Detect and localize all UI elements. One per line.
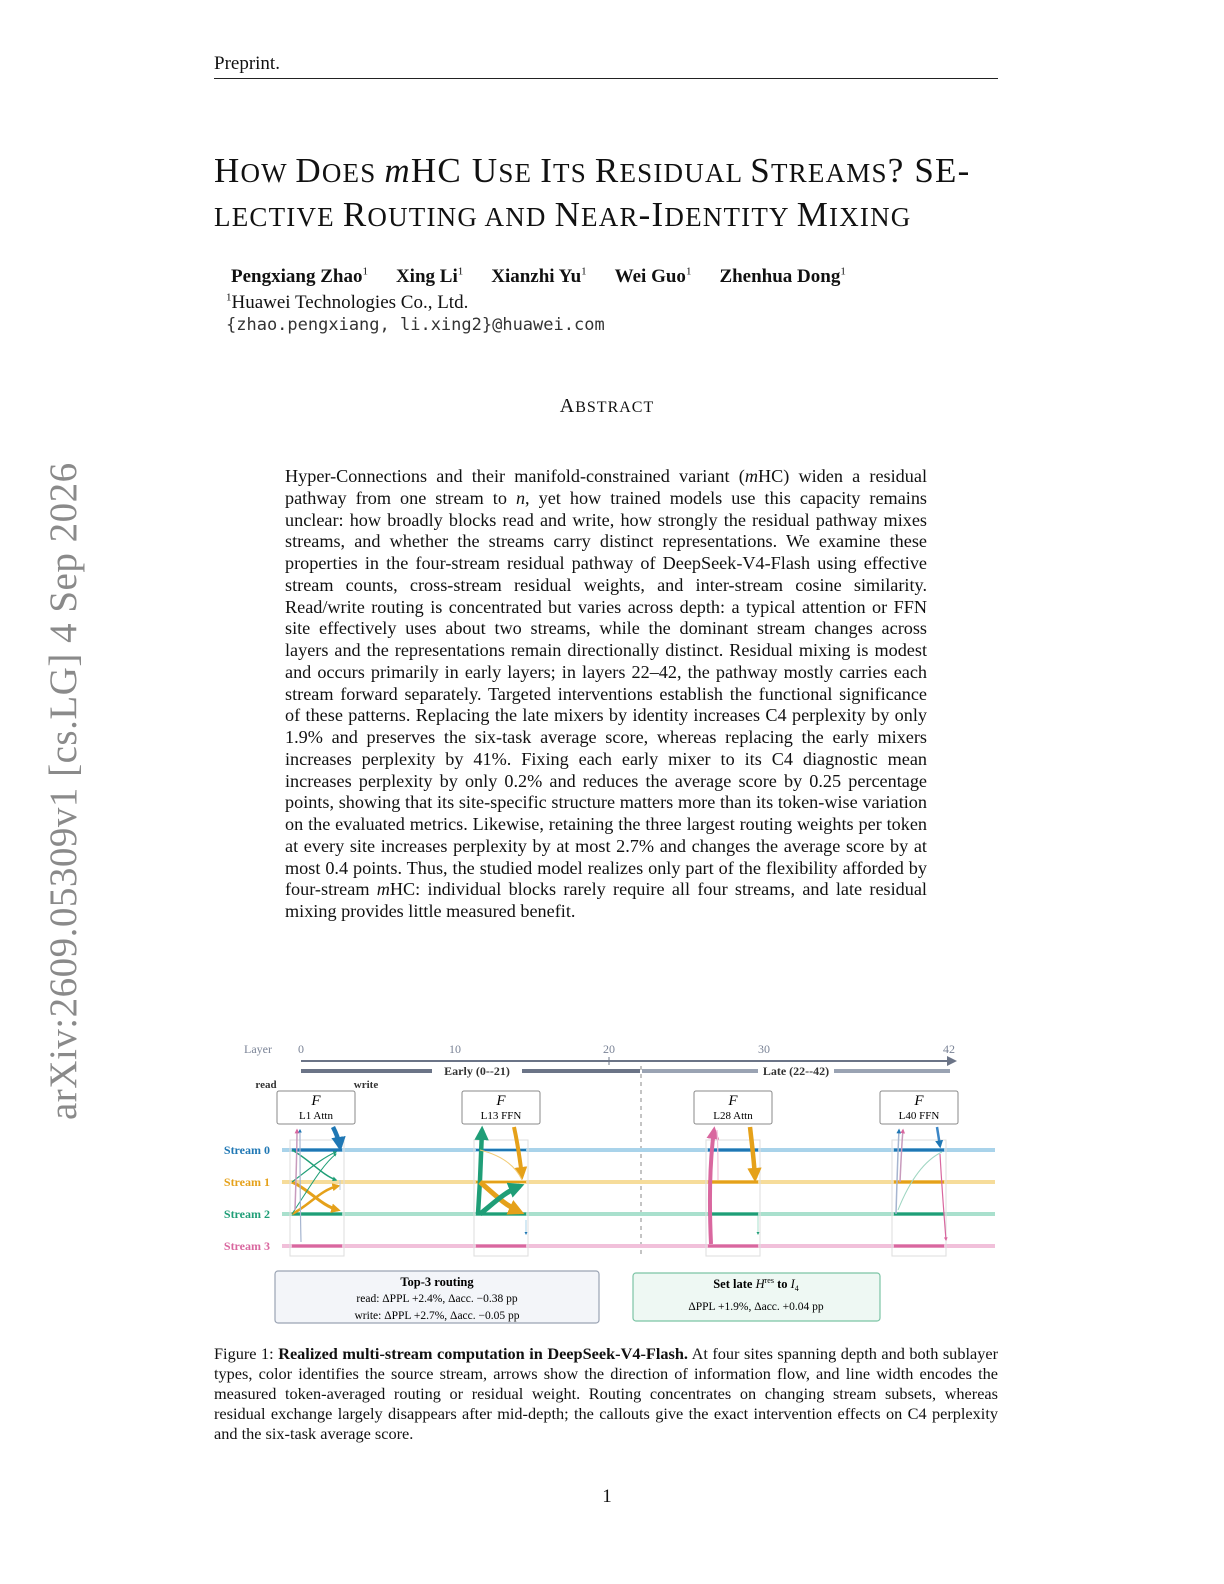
callout-title: Set late $H^{res}$ to $I_4$: [713, 1276, 799, 1293]
author-email[interactable]: {zhao.pengxiang, li.xing2}@huawei.com: [226, 315, 605, 335]
block-symbol: F: [496, 1093, 506, 1109]
layer-tick-label: 10: [449, 1042, 461, 1056]
layer-tick-label: 0: [298, 1042, 304, 1056]
abstract-heading: ABSTRACT: [559, 395, 655, 417]
title-line-2: LECTIVE ROUTING AND NEAR-IDENTITY MIXING: [214, 195, 912, 234]
read-label: read: [255, 1079, 277, 1091]
stream-2-label: Stream 2: [223, 1207, 270, 1221]
block-symbol: F: [311, 1093, 321, 1109]
callout-line: write: ΔPPL +2.7%, Δacc. −0.05 pp: [354, 1310, 520, 1322]
site-l13-ffn: [462, 1091, 540, 1256]
running-header: [214, 52, 998, 79]
header-text: Preprint.: [214, 53, 280, 74]
author-list: [231, 266, 874, 288]
layer-axis-label: Layer: [244, 1042, 272, 1056]
abstract-body: Hyper-Connections and their manifold-constrained variant (mHC) widen a residual pathway from one stream to n, yet how trained models use this capacity remains unclear: how broadly blocks read and write, how strongly the residual pathway mixes streams, and whether the streams carry distinct representations. We examine these properties in the four-stream residual pathway of DeepSeek-V4-Flash using effective stream counts, cross-stream residual weights, and inter-stream cosine similarity. Read/write routing is concentrated but varies across depth: a typical attention or FFN site effectively uses about two streams, while the dominant stream changes across layers and the representations remain directionally distinct. Residual mixing is modest and occurs primarily in early layers; in layers 22–42, the pathway mostly carries each stream forward separately. Targeted interventions establish the functional significance of these patterns. Replacing the late mixers by identity increases C4 perplexity by only 1.9% and preserves the six-task average score, whereas replacing the early mixers increases perplexity by 41%. Fixing each early mixer to its C4 diagnostic mean increases perplexity by only 0.2% and reduces the average score by 0.25 percentage points, showing that its site-specific structure matters more than its token-wise variation on the evaluated metrics. Likewise, retaining the three largest routing weights per token at every site increases perplexity by at most 2.7% and changes the average score by at most 0.4 points. Thus, the studied model realizes only part of the flexibility afforded by four-stream mHC: individual blocks rarely require all four streams, and late residual mixing provides little measured benefit.: [285, 466, 927, 921]
title-line-1: HOW DOES mHC USE ITS RESIDUAL STREAMS? SE-: [214, 151, 971, 190]
affiliation: $^1$Huawei Technologies Co., Ltd.: [226, 291, 469, 313]
site-label: L40 FFN: [898, 1110, 940, 1122]
site-l1-attn: [277, 1091, 355, 1256]
callout-top3-routing: [275, 1271, 599, 1323]
page-number: 1: [602, 1486, 612, 1507]
paper-title: [214, 150, 1014, 238]
layer-tick-label: 20: [603, 1042, 615, 1056]
stream-3-label: Stream 3: [223, 1239, 270, 1253]
callout-line: ΔPPL +1.9%, Δacc. +0.04 pp: [688, 1301, 824, 1313]
layer-tick-label: 30: [758, 1042, 770, 1056]
late-range-label: Late (22--42): [762, 1064, 830, 1078]
site-l40-ffn: [880, 1091, 958, 1256]
block-symbol: F: [914, 1093, 924, 1109]
author: Xianzhi Yu$^1$: [491, 265, 587, 287]
author: Pengxiang Zhao$^1$: [231, 265, 368, 287]
write-label: write: [353, 1079, 379, 1091]
author: Wei Guo$^1$: [614, 265, 692, 287]
callout-title: Top-3 routing: [400, 1275, 474, 1289]
author: Xing Li$^1$: [395, 265, 464, 287]
site-label: L13 FFN: [480, 1110, 522, 1122]
site-label: L1 Attn: [299, 1110, 333, 1122]
block-symbol: F: [728, 1093, 738, 1109]
stream-0-label: Stream 0: [223, 1143, 270, 1157]
figure-caption: Figure 1: Realized multi-stream computation in DeepSeek-V4-Flash. At four sites spanning depth and both sublayer types, color identifies the source stream, arrows show the direction of information flow, and line width encodes the measured token-averaged routing or residual weight. Routing concentrates on changing stream subsets, whereas residual exchange largely disappears after mid-depth; the callouts give the exact intervention effects on C4 perplexity and the six-task average score.: [214, 1344, 998, 1443]
stream-1-label: Stream 1: [223, 1175, 270, 1189]
layer-tick-label: 42: [943, 1042, 955, 1056]
callout-line: read: ΔPPL +2.4%, Δacc. −0.38 pp: [356, 1293, 518, 1305]
callout-late-identity: [633, 1273, 880, 1321]
site-label: L28 Attn: [713, 1110, 753, 1122]
figure-1-diagram: [200, 1030, 1020, 1330]
author: Zhenhua Dong$^1$: [719, 265, 846, 287]
arxiv-sidebar-id[interactable]: arXiv:2609.05309v1 [cs.LG] 4 Sep 2026: [42, 462, 85, 1120]
site-l28-attn: [694, 1091, 772, 1256]
early-range-label: Early (0--21): [444, 1064, 510, 1078]
